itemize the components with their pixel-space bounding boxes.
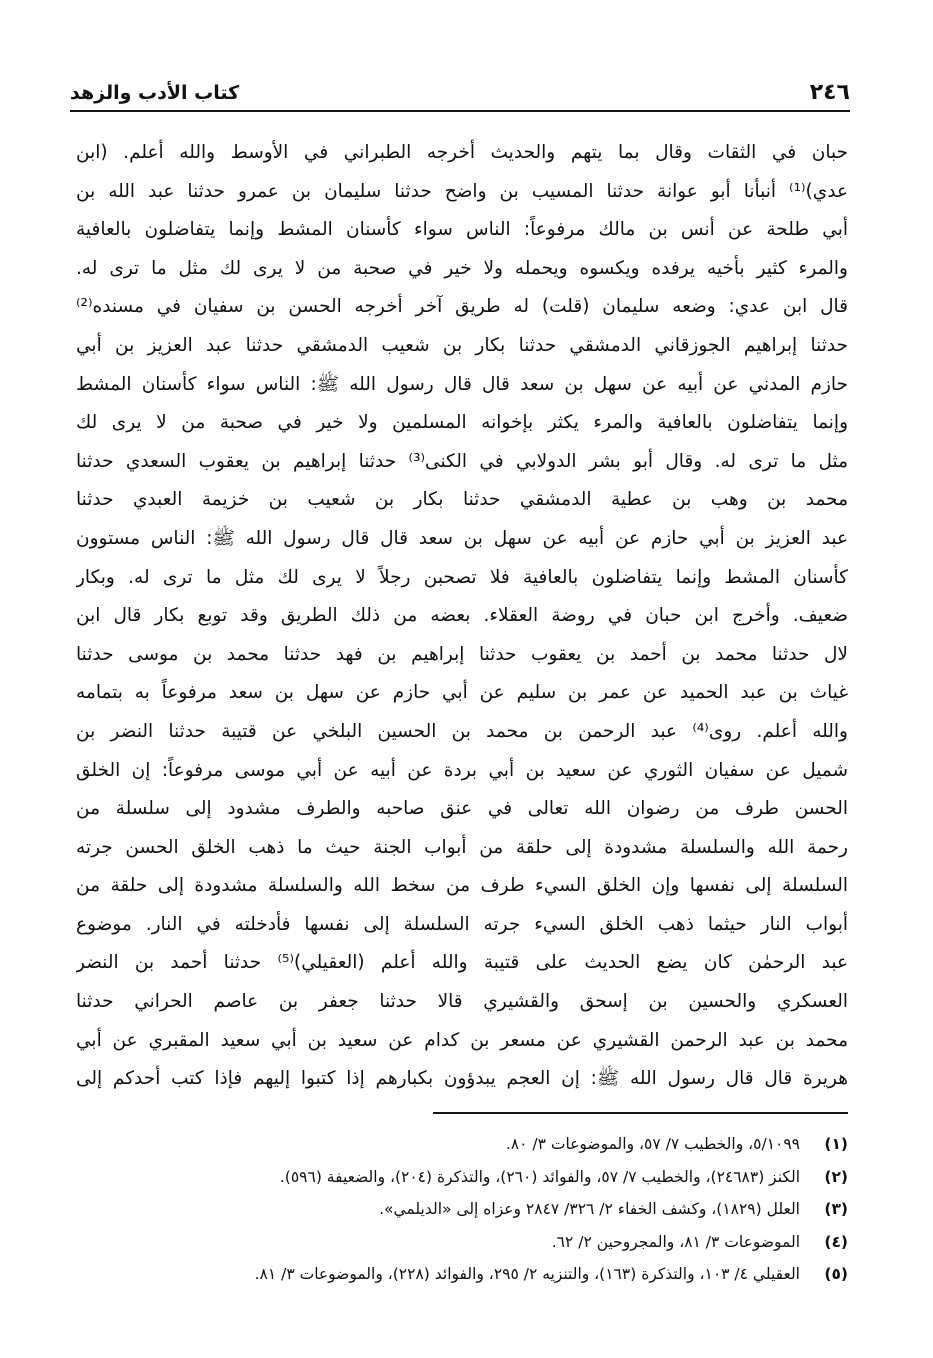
text-line: مثل ما ترى له. وقال أبو بشر الدولابي في الكنى⁽³⁾ حدثنا إبراهيم بن يعقوب السعدي حدثنا <box>76 450 848 472</box>
footnotes <box>100 1128 848 1291</box>
text-line: شميل عن سفيان الثوري عن سعيد بن أبي بردة عن أبيه عن أبي موسى مرفوعاً: إن الخلق <box>76 759 848 781</box>
text-line: كأسنان المشط وإنما يتفاضلون بالعافية فلا تصحبن رجلاً لا يرى لك مثل ما ترى له. وبكار <box>76 566 848 588</box>
text-line: وإنما يتفاضلون بالعافية والمرء يكثر بإخوانه المسلمين ولا خير في صحبة من لا يرى لك <box>76 412 848 434</box>
text-line: لال حدثنا محمد بن أحمد بن يعقوب حدثنا إبراهيم بن فهد حدثنا محمد بن موسى حدثنا <box>76 643 848 665</box>
footnote-number: (١) <box>824 1135 848 1153</box>
text-line: عبد العزيز بن أبي حازم عن أبيه عن سهل بن سعد قال قال رسول الله ﷺ: الناس مستوون <box>76 527 848 549</box>
footnote-text: ٥/١٠٩٩، والخطيب ٧/ ٥٧، والموضوعات ٣/ ٨٠. <box>505 1135 800 1153</box>
footnote <box>100 1128 848 1161</box>
footnote <box>100 1226 848 1259</box>
text-line: غياث بن عبد الحميد عن عمر بن سليم عن أبي حازم عن سهل بن سعد مرفوعاً به بتمامه <box>76 682 848 704</box>
footnote-number: (٣) <box>824 1200 848 1218</box>
text-line: أبواب النار حيثما ذهب الخلق السيء جرته السلسلة إلى نفسها فأدخلته في النار. موضوع <box>76 913 848 935</box>
text-line: العسكري والحسين بن إسحق والقشيري قالا حدثنا جعفر بن عاصم الحراني حدثنا <box>76 991 848 1013</box>
text-line: السلسلة إلى نفسها وإن الخلق السيء طرف من سخط الله والسلسلة مشدودة إلى حلقة من <box>76 875 848 897</box>
footnote-text: العلل (١٨٢٩)، وكشف الخفاء ٢/ ٣٢٦/ ٢٨٤٧ وعزاه إلى «الديلمي». <box>379 1200 800 1218</box>
footnote <box>100 1193 848 1226</box>
text-line: عبد الرحمٰن كان يضع الحديث على قتيبة والله أعلم (العقيلي)⁽⁵⁾ حدثنا أحمد بن النضر <box>76 952 848 974</box>
text-line: حبان في الثقات وقال بما يتهم والحديث أخرجه الطبراني في الأوسط والله أعلم. (ابن <box>76 142 848 163</box>
text-line: والمرء كثير بأخيه يرفده ويكسوه ويحمله ولا خير في صحبة من لا يرى لك مثل ما ترى له. <box>76 257 848 279</box>
footnote <box>100 1161 848 1194</box>
text-line: قال ابن عدي: وضعه سليمان (قلت) له طريق آخر أخرجه الحسن بن سفيان في مسنده⁽²⁾ <box>76 296 848 318</box>
text-line: محمد بن وهب بن عطية الدمشقي حدثنا بكار بن شعيب بن خزيمة العبدي حدثنا <box>76 489 848 511</box>
footnote-number: (٤) <box>824 1232 848 1251</box>
footnote-text: الموضوعات ٣/ ٨١، والمجروحين ٢/ ٦٢. <box>551 1232 800 1251</box>
running-title: كتاب الأدب والزهد <box>70 82 240 104</box>
page-number: ٢٤٦ <box>809 80 850 105</box>
footnote-number: (٢) <box>824 1167 848 1186</box>
text-line: عدي)⁽¹⁾ أنبأنا أبو عوانة حدثنا المسيب بن واضح حدثنا سليمان بن عمرو حدثنا عبد الله بن <box>76 180 848 202</box>
header-divider <box>70 110 850 112</box>
text-line: ضعيف. وأخرج ابن حبان في روضة العقلاء. بعضه من ذلك الطريق وقد توبع بكار قال ابن <box>76 605 848 627</box>
main-text <box>76 134 848 1099</box>
footnote-number: (٥) <box>824 1265 848 1283</box>
footnote <box>100 1258 848 1291</box>
footnote-text: العقيلي ٤/ ١٠٣، والتذكرة (١٦٣)، والتنزيه ٢/ ٢٩٥، والفوائد (٢٢٨)، والموضوعات ٣/ ٨١. <box>254 1265 800 1283</box>
text-line: هريرة قال قال رسول الله ﷺ: إن العجم يبدؤون بكبارهم إذا كتبوا إليهم فإذا كتب أحدكم إلى <box>76 1068 848 1090</box>
text-line: والله أعلم. روى⁽⁴⁾ عبد الرحمن بن محمد بن الحسين البلخي عن قتيبة حدثنا النضر بن <box>76 720 848 742</box>
text-line: رحمة الله والسلسلة مشدودة إلى حلقة من أبواب الجنة حيث ما ذهب الخلق الحسن جرته <box>76 836 848 858</box>
footnote-divider <box>433 1112 848 1114</box>
text-line: الحسن طرف من رضوان الله تعالى في عنق صاحبه والطرف مشدود إلى سلسلة من <box>76 798 848 820</box>
text-line: حازم المدني عن أبيه عن سهل بن سعد قال قال رسول الله ﷺ: الناس سواء كأسنان المشط <box>76 373 848 395</box>
text-line: محمد بن عبد الرحمن القشيري عن مسعر بن كدام عن سعيد بن أبي سعيد المقبري عن أبي <box>76 1029 848 1051</box>
text-line: حدثنا إبراهيم الجوزقاني الدمشقي حدثنا بكار بن شعيب الدمشقي حدثنا عبد العزيز بن أبي <box>76 334 848 356</box>
footnote-text: الكنز (٢٤٦٨٣)، والخطيب ٧/ ٥٧، والفوائد (٢٦٠)، والتذكرة (٢٠٤)، والضعيفة (٥٩٦). <box>279 1167 800 1186</box>
text-line: أبي طلحة عن أنس بن مالك مرفوعاً: الناس سواء كأسنان المشط وإنما يتفاضلون بالعافية <box>76 219 848 241</box>
page-header <box>70 80 850 108</box>
